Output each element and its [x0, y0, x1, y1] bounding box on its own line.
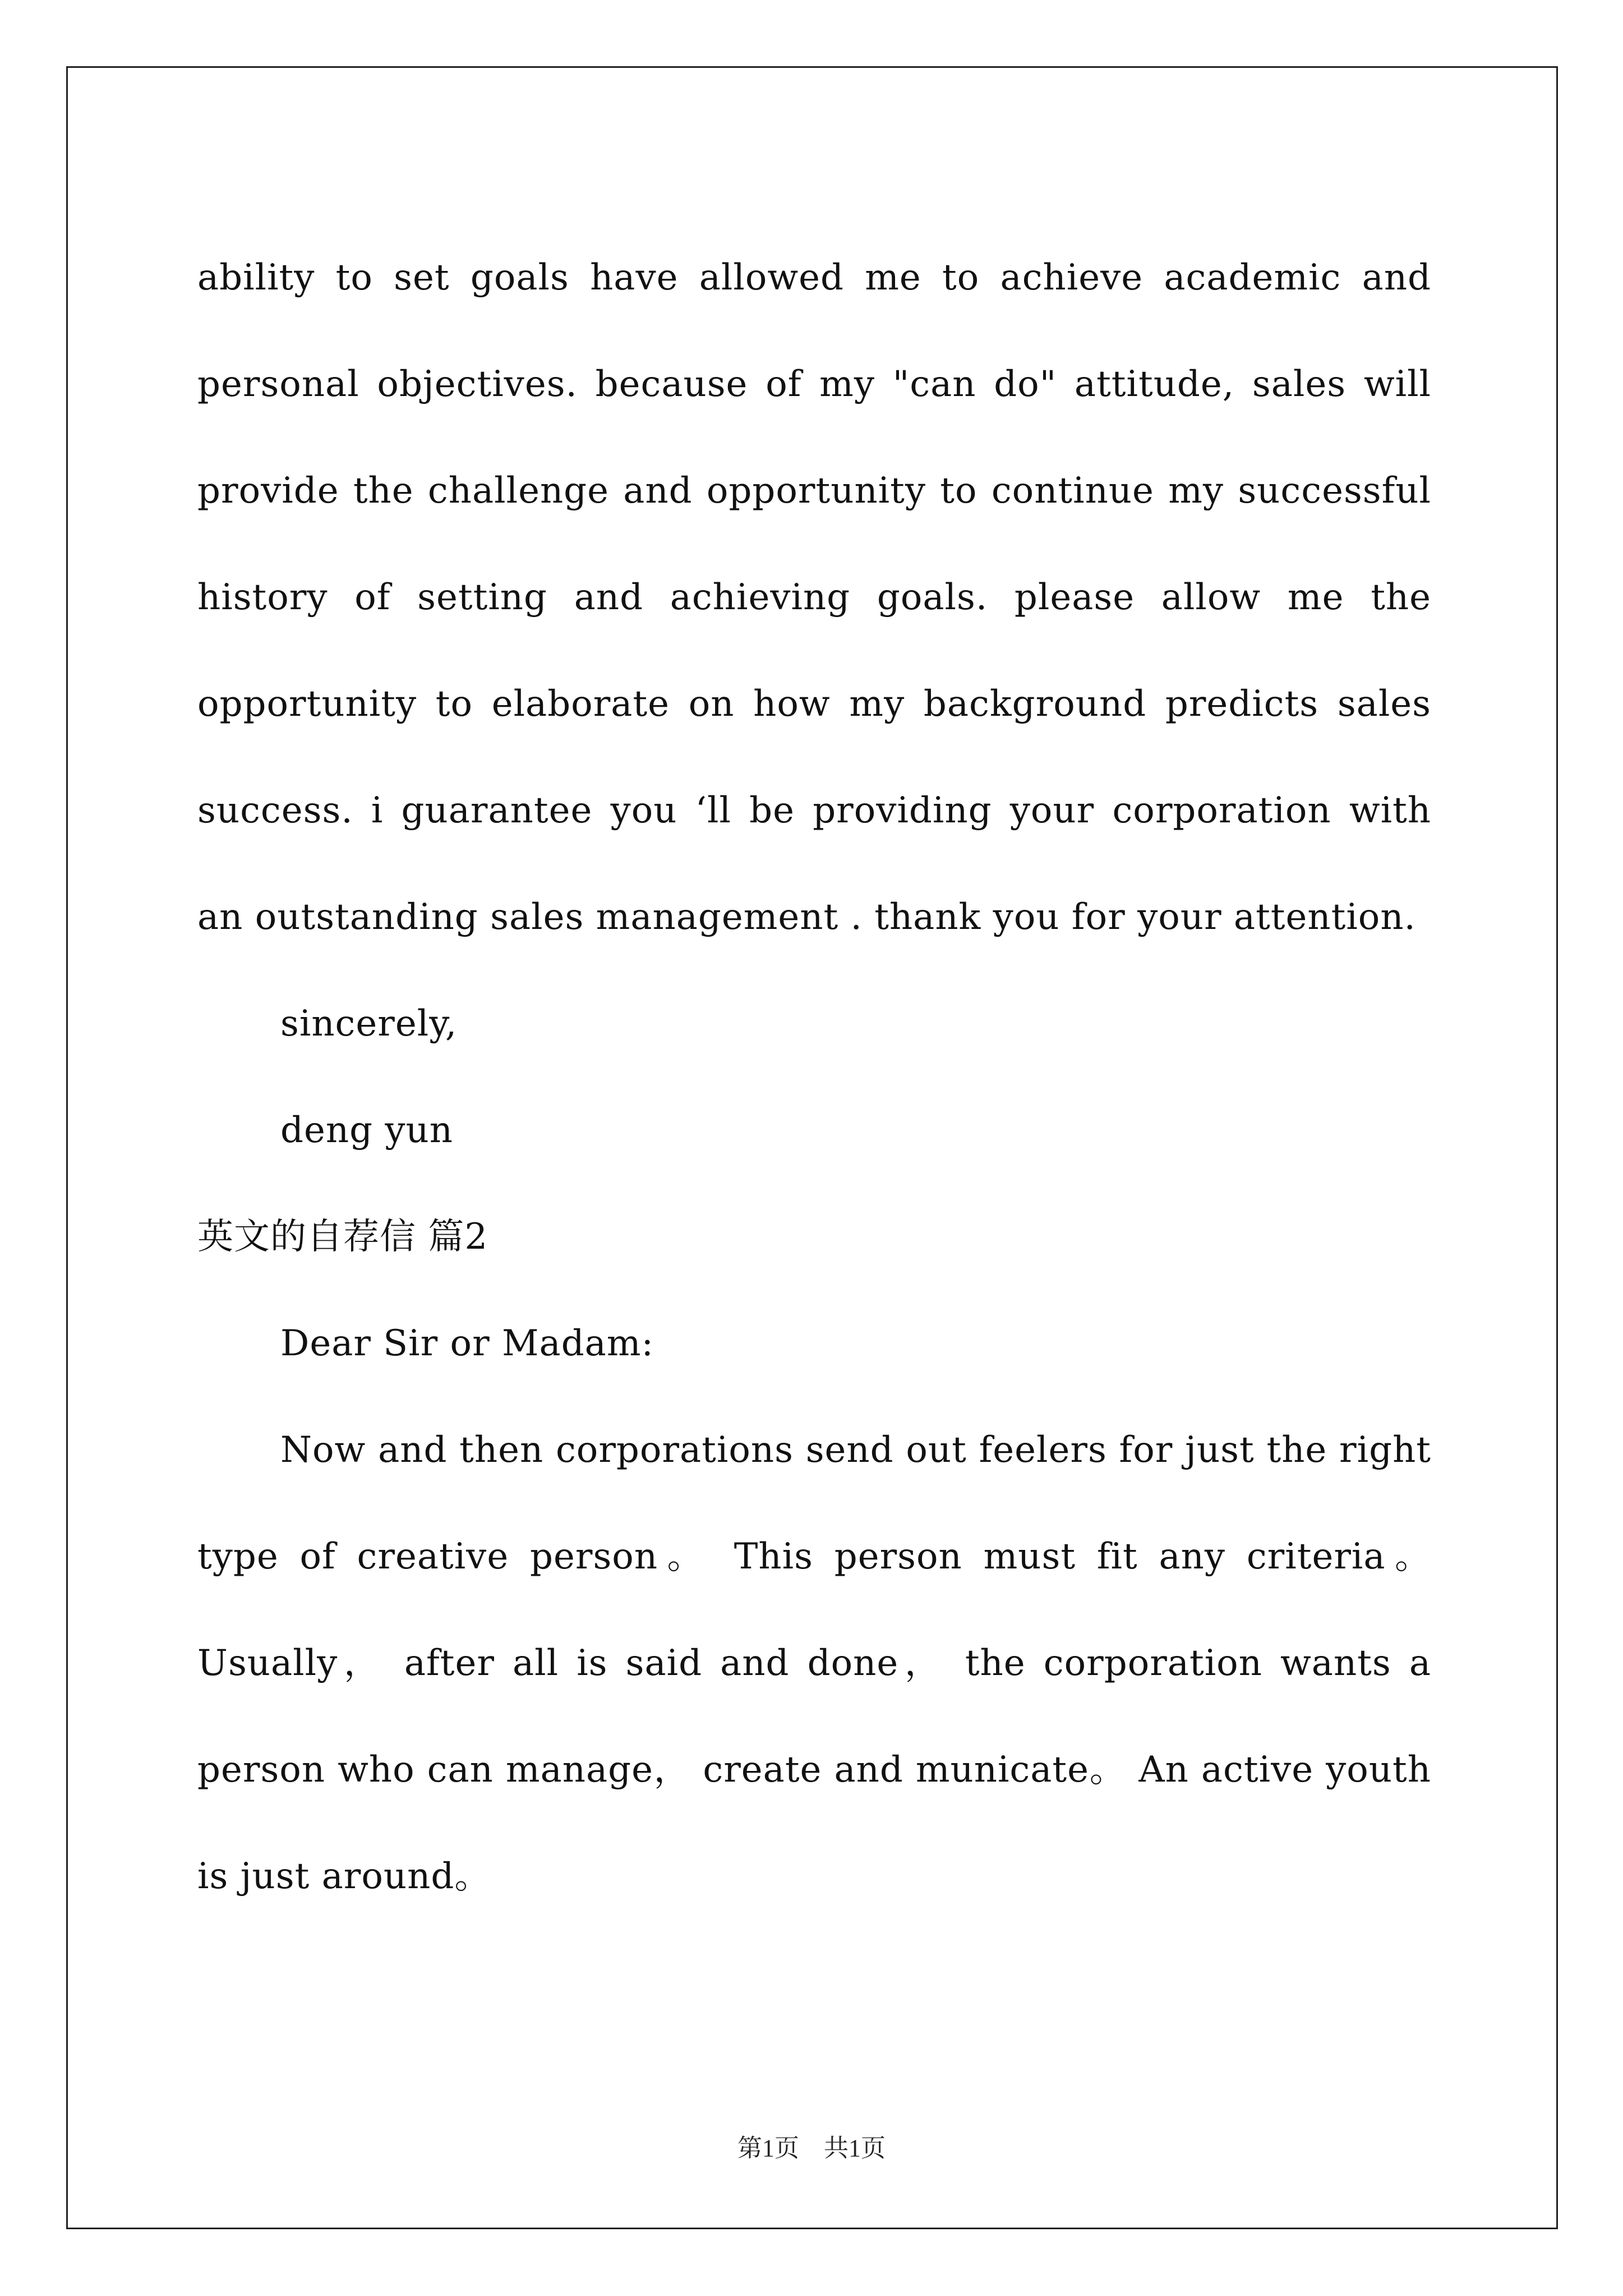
paragraph-letter-body: Now and then corporations send out feelers for just the right type of creative person。 This person must fit any criteria。 Usually， after all is said and done， the corporation wants a person who can manage， create and municate。 An active youth is just around。 [197, 1429, 1431, 1897]
paragraph-sign-off: sincerely, [280, 1003, 458, 1045]
paragraph-salutation: Dear Sir or Madam: [280, 1323, 654, 1364]
document-body [197, 224, 1431, 1930]
paragraph-signature: deng yun [280, 1110, 453, 1151]
page-footer: 第1页 共1页 [737, 2134, 886, 2162]
section-heading: 英文的自荐信 篇2 [197, 1216, 488, 1258]
paragraph-closing-body: ability to set goals have allowed me to achieve academic and personal objectives. because of my "can do" attitude, sales will provide the challenge and opportunity to continue my successful history of setting and achieving goals. please allow me the opportunity to elaborate on how my background predicts sales success. i guarantee you ‘ll be providing your corporation with an outstanding sales management . thank you for your attention. [197, 257, 1431, 938]
